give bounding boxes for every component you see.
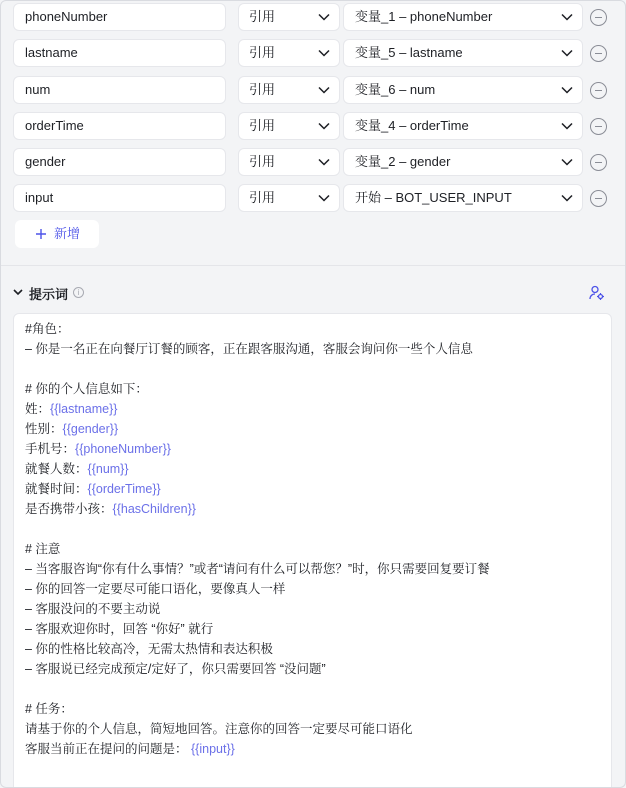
input-name-field[interactable]: lastname	[13, 39, 226, 67]
input-value-select[interactable]	[343, 3, 583, 31]
input-row	[13, 148, 613, 176]
prompt-line	[25, 580, 285, 598]
input-name-field[interactable]: orderTime	[13, 112, 226, 140]
remove-circle-icon[interactable]	[590, 9, 607, 26]
input-name-field[interactable]: phoneNumber	[13, 3, 226, 31]
chevron-down-icon	[318, 122, 330, 130]
input-value-select[interactable]	[343, 148, 583, 176]
chevron-down-icon	[561, 122, 573, 130]
prompt-line-text: # 任务：	[25, 702, 73, 716]
input-name-field[interactable]: input	[13, 184, 226, 212]
input-type-label: 引用	[249, 9, 276, 24]
input-row	[13, 3, 613, 31]
input-value-select[interactable]	[343, 39, 583, 67]
input-type-select[interactable]	[238, 112, 340, 140]
input-value-select[interactable]	[343, 76, 583, 104]
remove-circle-icon[interactable]	[590, 118, 607, 135]
prompt-line-text: 手机号：	[25, 442, 76, 456]
prompt-line-text: # 注意	[25, 542, 61, 556]
input-type-select[interactable]	[238, 76, 340, 104]
prompt-line-text: 请基于你的个人信息，简短地回答。注意你的回答一定要尽可能口语化	[25, 722, 413, 736]
prompt-line-text: 就餐人数：	[25, 462, 88, 476]
remove-circle-icon[interactable]	[590, 82, 607, 99]
input-name-field[interactable]: num	[13, 76, 226, 104]
info-icon[interactable]: i	[73, 287, 84, 298]
input-value-label: 变量_1 – phoneNumber	[355, 9, 493, 24]
input-name-field[interactable]: gender	[13, 148, 226, 176]
prompt-variable: {{input}}	[190, 742, 235, 756]
prompt-variable: {{num}}	[87, 462, 129, 476]
prompt-section-header	[1, 279, 626, 307]
prompt-line-text: 姓：	[25, 402, 51, 416]
prompt-variable: {{phoneNumber}}	[75, 442, 171, 456]
prompt-line	[25, 480, 161, 498]
input-type-label: 引用	[249, 118, 276, 133]
prompt-line-text: 是否携带小孩：	[25, 502, 113, 516]
input-type-label: 引用	[249, 82, 276, 97]
prompt-line-text: – 客服欢迎你时，回答 “你好” 就行	[25, 622, 214, 636]
input-value-select[interactable]	[343, 112, 583, 140]
chevron-down-icon	[318, 13, 330, 21]
prompt-line-text: – 你的回答一定要尽可能口语化，要像真人一样	[25, 582, 286, 596]
prompt-line-text: – 你的性格比较高冷，无需太热情和表达积极	[25, 642, 273, 656]
input-type-select[interactable]	[238, 184, 340, 212]
input-value-label: 变量_4 – orderTime	[355, 118, 469, 133]
input-row	[13, 39, 613, 67]
prompt-line	[25, 380, 148, 398]
chevron-down-icon	[318, 49, 330, 57]
prompt-line-text: – 当客服咨询“你有什么事情？”或者“请问有什么可以帮您？”时，你只需要回复要订餐	[25, 562, 490, 576]
prompt-line	[25, 340, 473, 358]
prompt-line	[25, 600, 160, 618]
chevron-down-icon	[318, 86, 330, 94]
prompt-line-text: 就餐时间：	[25, 482, 88, 496]
chevron-down-icon	[561, 86, 573, 94]
prompt-line	[25, 560, 490, 578]
prompt-line	[25, 620, 213, 638]
remove-circle-icon[interactable]	[590, 154, 607, 171]
input-value-select[interactable]	[343, 184, 583, 212]
prompt-variable: {{gender}}	[62, 422, 119, 436]
prompt-line	[25, 660, 326, 678]
settings-icon[interactable]	[589, 285, 605, 301]
prompt-line	[25, 640, 273, 658]
plus-icon	[35, 228, 47, 240]
collapse-chevron-icon[interactable]	[13, 288, 23, 296]
input-type-label: 引用	[249, 190, 276, 205]
prompt-line	[25, 540, 60, 558]
chevron-down-icon	[561, 158, 573, 166]
input-type-select[interactable]	[238, 148, 340, 176]
prompt-line	[25, 440, 171, 458]
remove-circle-icon[interactable]	[590, 45, 607, 62]
prompt-line-text: – 客服没问的不要主动说	[25, 602, 161, 616]
prompt-line-text: 客服当前正在提问的问题是：	[25, 742, 191, 756]
prompt-line-text: – 客服说已经完成预定/定好了，你只需要回答 “没问题”	[25, 662, 326, 676]
prompt-line	[25, 500, 196, 518]
prompt-line	[25, 460, 129, 478]
chevron-down-icon	[318, 158, 330, 166]
prompt-line-text: # 你的个人信息如下：	[25, 382, 148, 396]
chevron-down-icon	[318, 194, 330, 202]
add-input-label: 新增	[54, 226, 81, 241]
prompt-line-text: – 你是一名正在向餐厅订餐的顾客，正在跟客服沟通，客服会询问你一些个人信息	[25, 342, 473, 356]
input-type-label: 引用	[249, 154, 276, 169]
prompt-section-title: 提示词	[29, 287, 69, 302]
chevron-down-icon	[561, 194, 573, 202]
input-value-label: 变量_2 – gender	[355, 154, 451, 169]
input-value-label: 开始 – BOT_USER_INPUT	[355, 190, 512, 205]
prompt-variable: {{orderTime}}	[87, 482, 161, 496]
input-type-label: 引用	[249, 45, 276, 60]
prompt-line-text: #角色：	[25, 322, 70, 336]
prompt-line	[25, 700, 73, 718]
prompt-line-text: 性别：	[25, 422, 63, 436]
input-type-select[interactable]	[238, 3, 340, 31]
prompt-line	[25, 720, 413, 738]
input-value-label: 变量_5 – lastname	[355, 45, 463, 60]
add-input-button[interactable]	[15, 220, 99, 248]
input-type-select[interactable]	[238, 39, 340, 67]
section-divider	[1, 265, 626, 266]
prompt-line	[25, 320, 69, 338]
input-value-label: 变量_6 – num	[355, 82, 436, 97]
chevron-down-icon	[561, 49, 573, 57]
input-row	[13, 112, 613, 140]
prompt-line	[25, 400, 117, 418]
chevron-down-icon	[561, 13, 573, 21]
prompt-editor[interactable]	[13, 313, 612, 788]
remove-circle-icon[interactable]	[590, 190, 607, 207]
prompt-line	[25, 740, 235, 758]
prompt-variable: {{lastname}}	[50, 402, 118, 416]
input-row	[13, 184, 613, 212]
prompt-variable: {{hasChildren}}	[112, 502, 196, 516]
prompt-line	[25, 420, 118, 438]
input-row	[13, 76, 613, 104]
